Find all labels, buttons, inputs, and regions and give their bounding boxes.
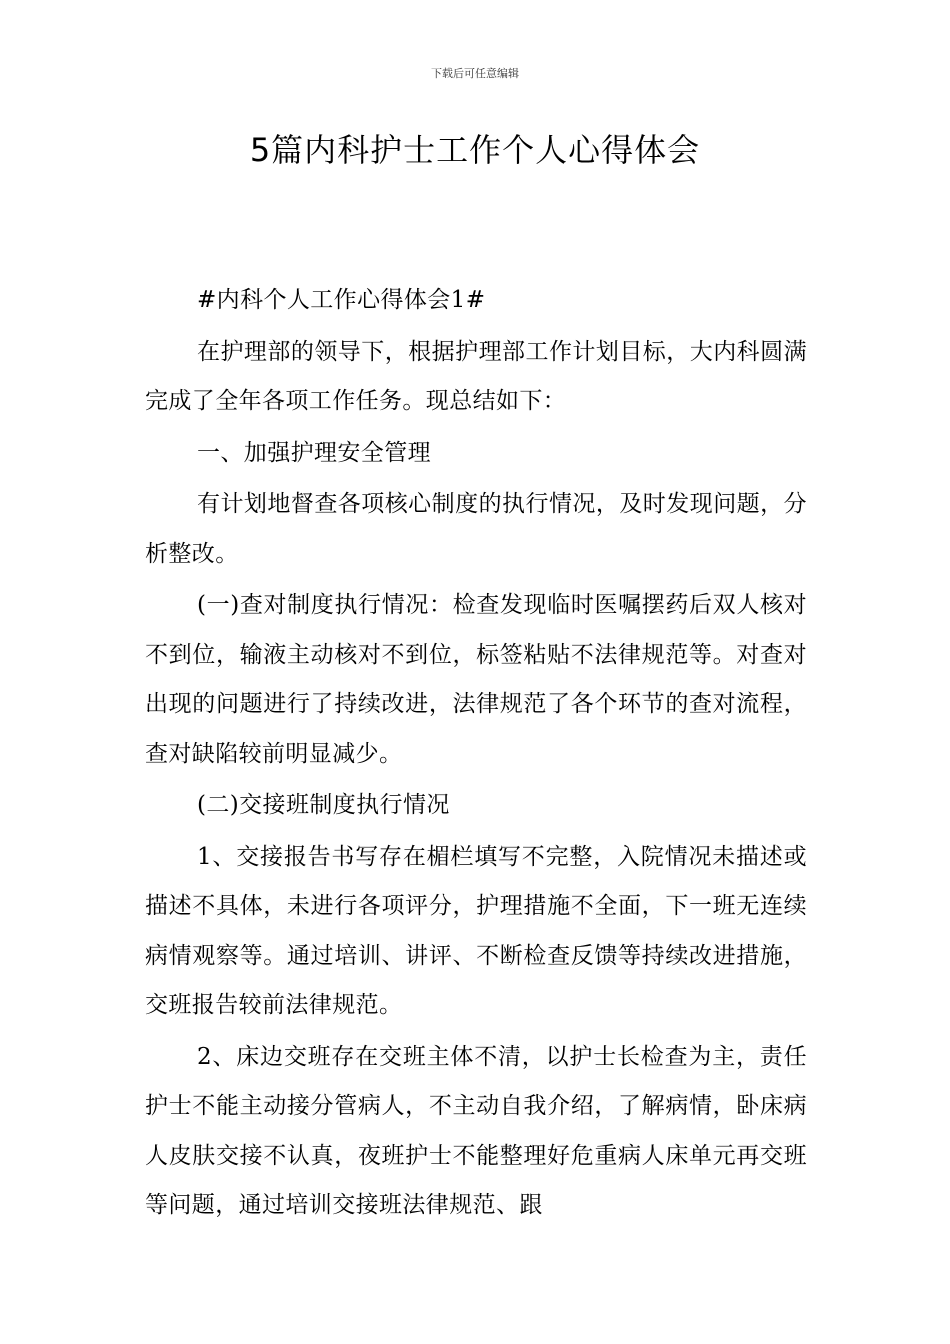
paragraph-intro: 在护理部的领导下，根据护理部工作计划目标，大内科圆满完成了全年各项工作任务。现总结如下： <box>145 338 807 414</box>
paragraph-handover-heading: (二)交接班制度执行情况 <box>197 792 450 818</box>
header-note: 下载后可任意编辑 <box>431 67 519 80</box>
paragraph-supervision: 有计划地督查各项核心制度的执行情况，及时发现问题，分析整改。 <box>145 491 807 567</box>
paragraph-handover-1: 1、交接报告书写存在楣栏填写不完整，入院情况未描述或描述不具体，未进行各项评分，护理措施不全面，下一班无连续病情观察等。通过培训、讲评、不断检查反馈等持续改进措施，交班报告较前法律规范。 <box>145 843 807 1018</box>
paragraph-section-heading: #内科个人工作心得体会1# <box>197 287 486 313</box>
paragraph-handover-2: 2、床边交班存在交班主体不清，以护士长检查为主，责任护士不能主动接分管病人，不主动自我介绍，了解病情，卧床病人皮肤交接不认真，夜班护士不能整理好危重病人床单元再交班等问题，通过培训交接班法律规范、跟 <box>145 1043 807 1218</box>
document-title: 5篇内科护士工作个人心得体会 <box>249 131 701 169</box>
paragraph-heading-1: 一、加强护理安全管理 <box>197 439 431 466</box>
paragraph-check-system: (一)查对制度执行情况：检查发现临时医嘱摆药后双人核对不到位，输液主动核对不到位，标签粘贴不法律规范等。对查对出现的问题进行了持续改进，法律规范了各个环节的查对流程，查对缺陷较前明显减少。 <box>145 592 807 767</box>
document-body <box>145 276 807 1233</box>
